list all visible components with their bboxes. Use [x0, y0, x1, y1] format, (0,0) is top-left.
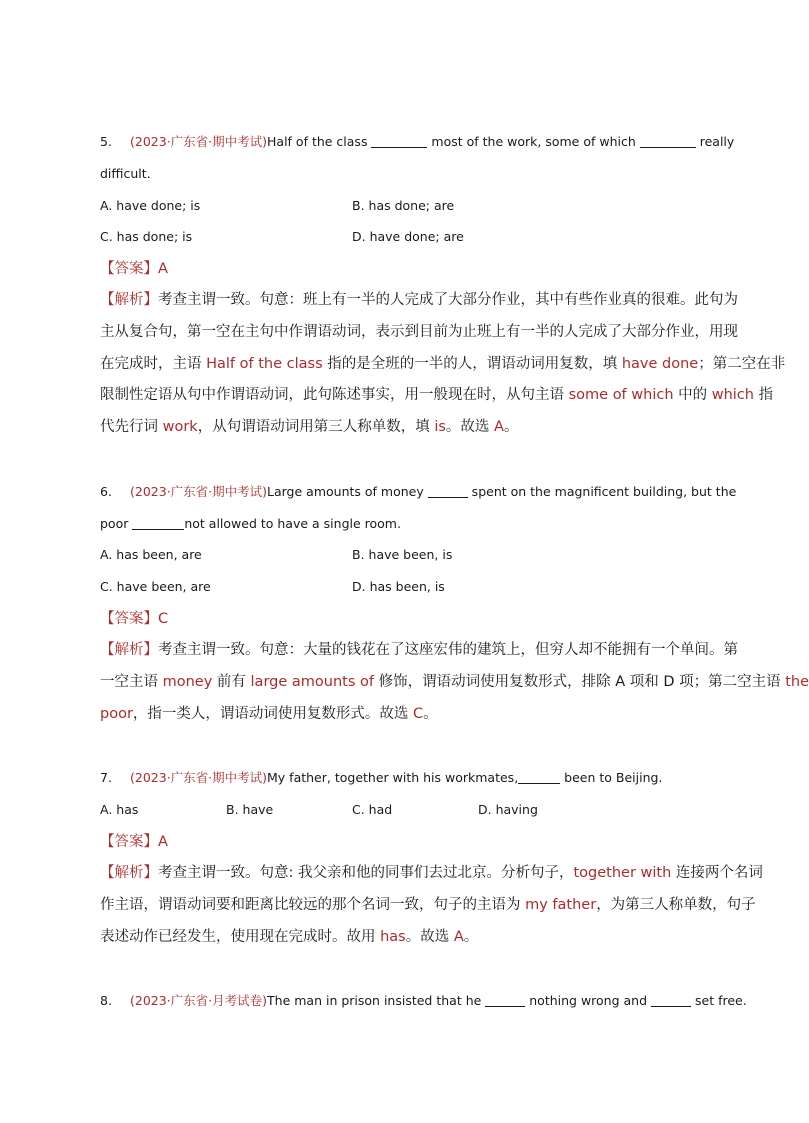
question-8-number: 8.: [100, 993, 112, 1008]
option-c: C. has done; is: [100, 229, 193, 244]
question-7-stem-line1: 7. (2023·广东省·期中考试)My father, together with his workmates, been to Beijing.: [100, 770, 663, 785]
question-8-source: (2023·广东省·月考试卷): [130, 993, 268, 1008]
question-5-stem-line2: difficult.: [100, 166, 151, 181]
blank: [651, 994, 691, 1007]
option-c: C. have been, are: [100, 579, 211, 594]
question-6-source: (2023·广东省·期中考试): [130, 484, 268, 499]
question-7-analysis-line3: 表述动作已经发生，使用现在完成时。故用 has。故选 A。: [100, 929, 479, 945]
option-a: A. has been, are: [100, 547, 202, 562]
question-7-analysis-line1: 【解析】考查主谓一致。句意: 我父亲和他的同事们去过北京。分析句子，together with 连接两个名词: [100, 865, 763, 881]
option-d: D. have done; are: [352, 229, 464, 244]
blank: [485, 994, 525, 1007]
question-5-source: (2023·广东省·期中考试): [130, 134, 268, 149]
question-6-analysis-line3: poor，指一类人，谓语动词使用复数形式。故选 C。: [100, 706, 438, 722]
question-5-number: 5.: [100, 134, 112, 149]
option-d: D. having: [478, 802, 538, 817]
question-5-analysis-line5: 代先行词 work，从句谓语动词用第三人称单数，填 is。故选 A。: [100, 419, 519, 435]
question-7-number: 7.: [100, 770, 112, 785]
blank: [371, 135, 427, 148]
question-7-source: (2023·广东省·期中考试): [130, 770, 268, 785]
option-b: B. has done; are: [352, 198, 455, 213]
question-5-analysis-line4: 限制性定语从句中作谓语动词，此句陈述事实，用一般现在时，从句主语 some of which 中的 which 指: [100, 387, 774, 403]
option-a: A. has: [100, 802, 139, 817]
question-6-analysis-line1: 【解析】考查主谓一致。句意：大量的钱花在了这座宏伟的建筑上，但穷人却不能拥有一个单间。第: [100, 642, 738, 658]
question-6-answer: 【答案】C: [100, 611, 169, 627]
question-6-number: 6.: [100, 484, 112, 499]
question-5-stem-line1: 5. (2023·广东省·期中考试)Half of the class most of the work, some of which really: [100, 134, 735, 149]
question-6-stem-line1: 6. (2023·广东省·期中考试)Large amounts of money spent on the magnificent building, but the: [100, 484, 737, 499]
blank: [518, 771, 560, 784]
option-b: B. have: [226, 802, 274, 817]
question-5-analysis-line3: 在完成时，主语 Half of the class 指的是全班的一半的人，谓语动词用复数，填 have done；第二空在非: [100, 356, 786, 372]
question-5-analysis-line1: 【解析】考查主谓一致。句意：班上有一半的人完成了大部分作业，其中有些作业真的很难。此句为: [100, 292, 738, 308]
blank: [640, 135, 696, 148]
question-6-analysis-line2: 一空主语 money 前有 large amounts of 修饰，谓语动词使用复数形式，排除 A 项和 D 项；第二空主语 the: [100, 674, 809, 690]
option-d: D. has been, is: [352, 579, 445, 594]
option-b: B. have been, is: [352, 547, 453, 562]
question-6-stem-line2: poor not allowed to have a single room.: [100, 516, 401, 531]
option-c: C. had: [352, 802, 393, 817]
question-5-answer: 【答案】A: [100, 261, 168, 277]
question-5-analysis-line2: 主从复合句，第一空在主句中作谓语动词，表示到目前为止班上有一半的人完成了大部分作业，用现: [100, 324, 738, 340]
question-8-stem-line1: 8. (2023·广东省·月考试卷)The man in prison insisted that he nothing wrong and set free.: [100, 993, 747, 1008]
question-7-answer: 【答案】A: [100, 834, 168, 850]
option-a: A. have done; is: [100, 198, 201, 213]
blank: [132, 517, 184, 530]
question-7-analysis-line2: 作主语，谓语动词要和距离比较远的那个名词一致，句子的主语为 my father，为第三人称单数，句子: [100, 897, 756, 913]
blank: [428, 485, 468, 498]
